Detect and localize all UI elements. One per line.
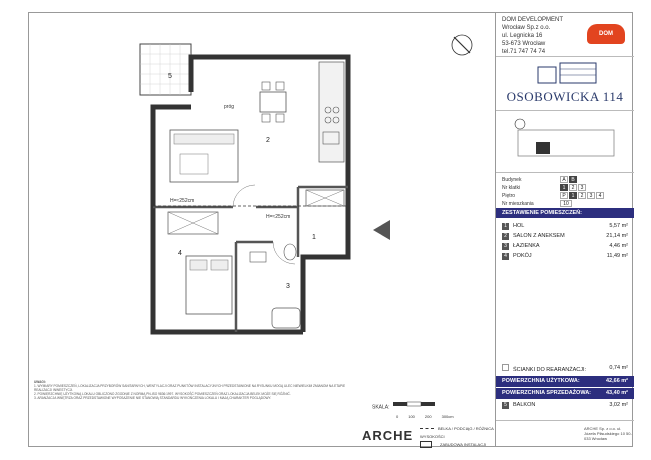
- pietro-selector: [560, 192, 605, 199]
- pietro-option: 2: [578, 192, 586, 199]
- sale-area-label: POWIERZCHNIA SPRZEDAŻOWA:: [502, 390, 592, 396]
- scale-tick: 200: [424, 414, 432, 419]
- room-row-name: POKÓJ: [513, 253, 532, 259]
- balcony-row: [502, 401, 628, 409]
- room-row-area: 11,49 m²: [606, 253, 628, 259]
- walls-area: 0,74 m²: [609, 365, 628, 371]
- sale-area-value: 43,40 m²: [605, 390, 628, 396]
- room-row-name: SALON Z ANEKSEM: [513, 233, 565, 239]
- note-item: 2. POWIERZCHNIĘ UŻYTKOWĄ LOKALU OBLICZONO ZGODNIE Z NORMĄ PN-ISO 9836:1997. WYSOKOŚĆ POMIESZCZEŃ ORAZ LOKALIZACJA BELEK MOŻE SIĘ RÓŻNIĆ.: [34, 392, 291, 397]
- room-row-area: 5,57 m²: [609, 223, 628, 229]
- balcony-outline: [140, 44, 191, 95]
- divider: [496, 172, 634, 173]
- walls-row: [502, 364, 628, 374]
- legend: [420, 425, 495, 449]
- room-number-1: 1: [312, 234, 316, 241]
- klatka-selector: [560, 184, 587, 191]
- door-swing: [233, 185, 255, 207]
- sofa-back: [174, 134, 234, 144]
- divider: [496, 420, 634, 421]
- height-label: H=≈252cm: [266, 214, 291, 220]
- room-row-name: ŁAZIENKA: [513, 243, 540, 249]
- param-budynek: Budynek: [502, 177, 522, 183]
- room-number-5: 5: [168, 73, 172, 80]
- room-row: [502, 222, 628, 230]
- mieszkanie-value: 10: [560, 200, 572, 207]
- pillow: [211, 260, 228, 270]
- mieszkanie-number: [560, 200, 573, 207]
- washbasin: [250, 252, 266, 262]
- room-row-number: 3: [502, 243, 509, 250]
- developer-phone: tel.71 747 74 74: [502, 49, 546, 55]
- toilet: [284, 244, 296, 260]
- usable-area-bar: [496, 376, 634, 387]
- room-row-number: 2: [502, 233, 509, 240]
- room-row-area: 4,46 m²: [609, 243, 628, 249]
- room-number-2: 2: [266, 137, 270, 144]
- pillow: [190, 260, 207, 270]
- param-pietro: Piętro: [502, 193, 516, 199]
- balcony-number: 5: [502, 402, 509, 409]
- entrance-arrow: [373, 220, 390, 240]
- param-klatka: Nr klatki: [502, 185, 521, 191]
- room-row-number: 1: [502, 223, 509, 230]
- chair: [262, 114, 270, 122]
- room-number-3: 3: [286, 283, 290, 290]
- room-number-4: 4: [178, 250, 182, 257]
- north-compass: [452, 35, 472, 55]
- chair: [276, 114, 284, 122]
- room-row: [502, 232, 628, 240]
- developer-street: ul. Legnicka 16: [502, 33, 543, 39]
- pietro-option: P: [560, 192, 568, 199]
- dining-table: [260, 92, 286, 112]
- scale-tick: 100: [408, 414, 415, 419]
- developer-city: 53-673 Wrocław: [502, 41, 546, 47]
- scale-tick: 300cm: [441, 414, 454, 419]
- klatka-option: 3: [578, 184, 586, 191]
- room-row-number: 4: [502, 253, 509, 260]
- room-row-area: 21,14 m²: [606, 233, 628, 239]
- room-row-name: HOL: [513, 223, 525, 229]
- scale-graphic: [391, 400, 451, 414]
- note-item: 3. ARANŻACJA WNĘTRZA ORAZ PRZEDSTAWIONE WYPOSAŻENIE NIE STANOWIĄ STANDARDU WYKOŃCZENIA LOKALU I MAJĄ CHARAKTER POGLĄDOWY.: [34, 396, 272, 401]
- notes-title: UWAGI:: [34, 380, 46, 384]
- key-plan: [510, 116, 622, 168]
- klatka-option: 2: [569, 184, 577, 191]
- pietro-option-selected: 1: [569, 192, 577, 199]
- usable-area-label: POWIERZCHNIA UŻYTKOWA:: [502, 378, 580, 384]
- budynek-option: A: [560, 176, 568, 183]
- floor-plan: [28, 12, 495, 447]
- threshold-label: próg: [224, 104, 235, 110]
- room-row: [502, 252, 628, 260]
- notes-block: [34, 380, 364, 400]
- balcony-tiles: [140, 44, 191, 95]
- legend-item-installation: ZABUDOWA INSTALACJI: [420, 441, 495, 449]
- arche-logo: ARCHE: [362, 428, 414, 443]
- usable-area-value: 42,66 m²: [605, 378, 628, 384]
- budynek-selector: [560, 176, 578, 183]
- pietro-option: 4: [596, 192, 604, 199]
- developer-company: Wrocław Sp.z o.o.: [502, 25, 551, 31]
- scale-bar: [372, 400, 454, 419]
- project-name: OSOBOWICKA 114: [506, 89, 624, 104]
- developer-name: DOM DEVELOPMENT: [502, 17, 564, 23]
- bathtub: [272, 308, 300, 328]
- scale-tick: 0: [396, 414, 399, 419]
- divider: [496, 110, 634, 111]
- height-label: H=≈252cm: [170, 198, 195, 204]
- walls-swatch: [502, 364, 509, 371]
- kitchen-counter: [319, 62, 344, 162]
- scale-label: SKALA:: [372, 404, 390, 411]
- klatka-option-selected: 1: [560, 184, 568, 191]
- pietro-option: 3: [587, 192, 595, 199]
- walls-label: ŚCIANKI DO REARANŻACJI:: [513, 367, 587, 373]
- room-row: [502, 242, 628, 250]
- divider: [496, 56, 634, 57]
- balcony-name: BALKON: [513, 402, 536, 408]
- balcony-area: 3,02 m²: [609, 402, 628, 408]
- arche-info: ARCHE Sp. z o.o. ul. Józefa Piłsudskiego 10 50-033 Wrocław: [584, 426, 632, 441]
- param-mieszkanie: Nr mieszkania: [502, 201, 534, 207]
- rooms-table-header: ZESTAWIENIE POMIESZCZEŃ:: [496, 208, 634, 218]
- chair: [276, 82, 284, 90]
- developer-logo: DOM: [587, 24, 625, 44]
- chair: [262, 82, 270, 90]
- legend-item-beam: BELKA / PODCIĄG / RÓŻNICA WYSOKOŚCI: [420, 426, 494, 439]
- sale-area-bar: [496, 388, 634, 399]
- building-illustration: [536, 59, 598, 85]
- note-item: 1. WYMIARY POMIESZCZEŃ, LOKALIZACJA PRZYBORÓW SANITARNYCH, WENTYLACJI ORAZ PUNKTÓW INSTALACYJNYCH PRZEDSTAWIONE NA RYSUNKU MOGĄ ULEC NIEWIELKIM ZMIANOM NA ETAPIE REALIZACJI INWESTYCJI.: [34, 384, 346, 393]
- budynek-option-selected: B: [569, 176, 577, 183]
- coffee-table: [180, 154, 208, 174]
